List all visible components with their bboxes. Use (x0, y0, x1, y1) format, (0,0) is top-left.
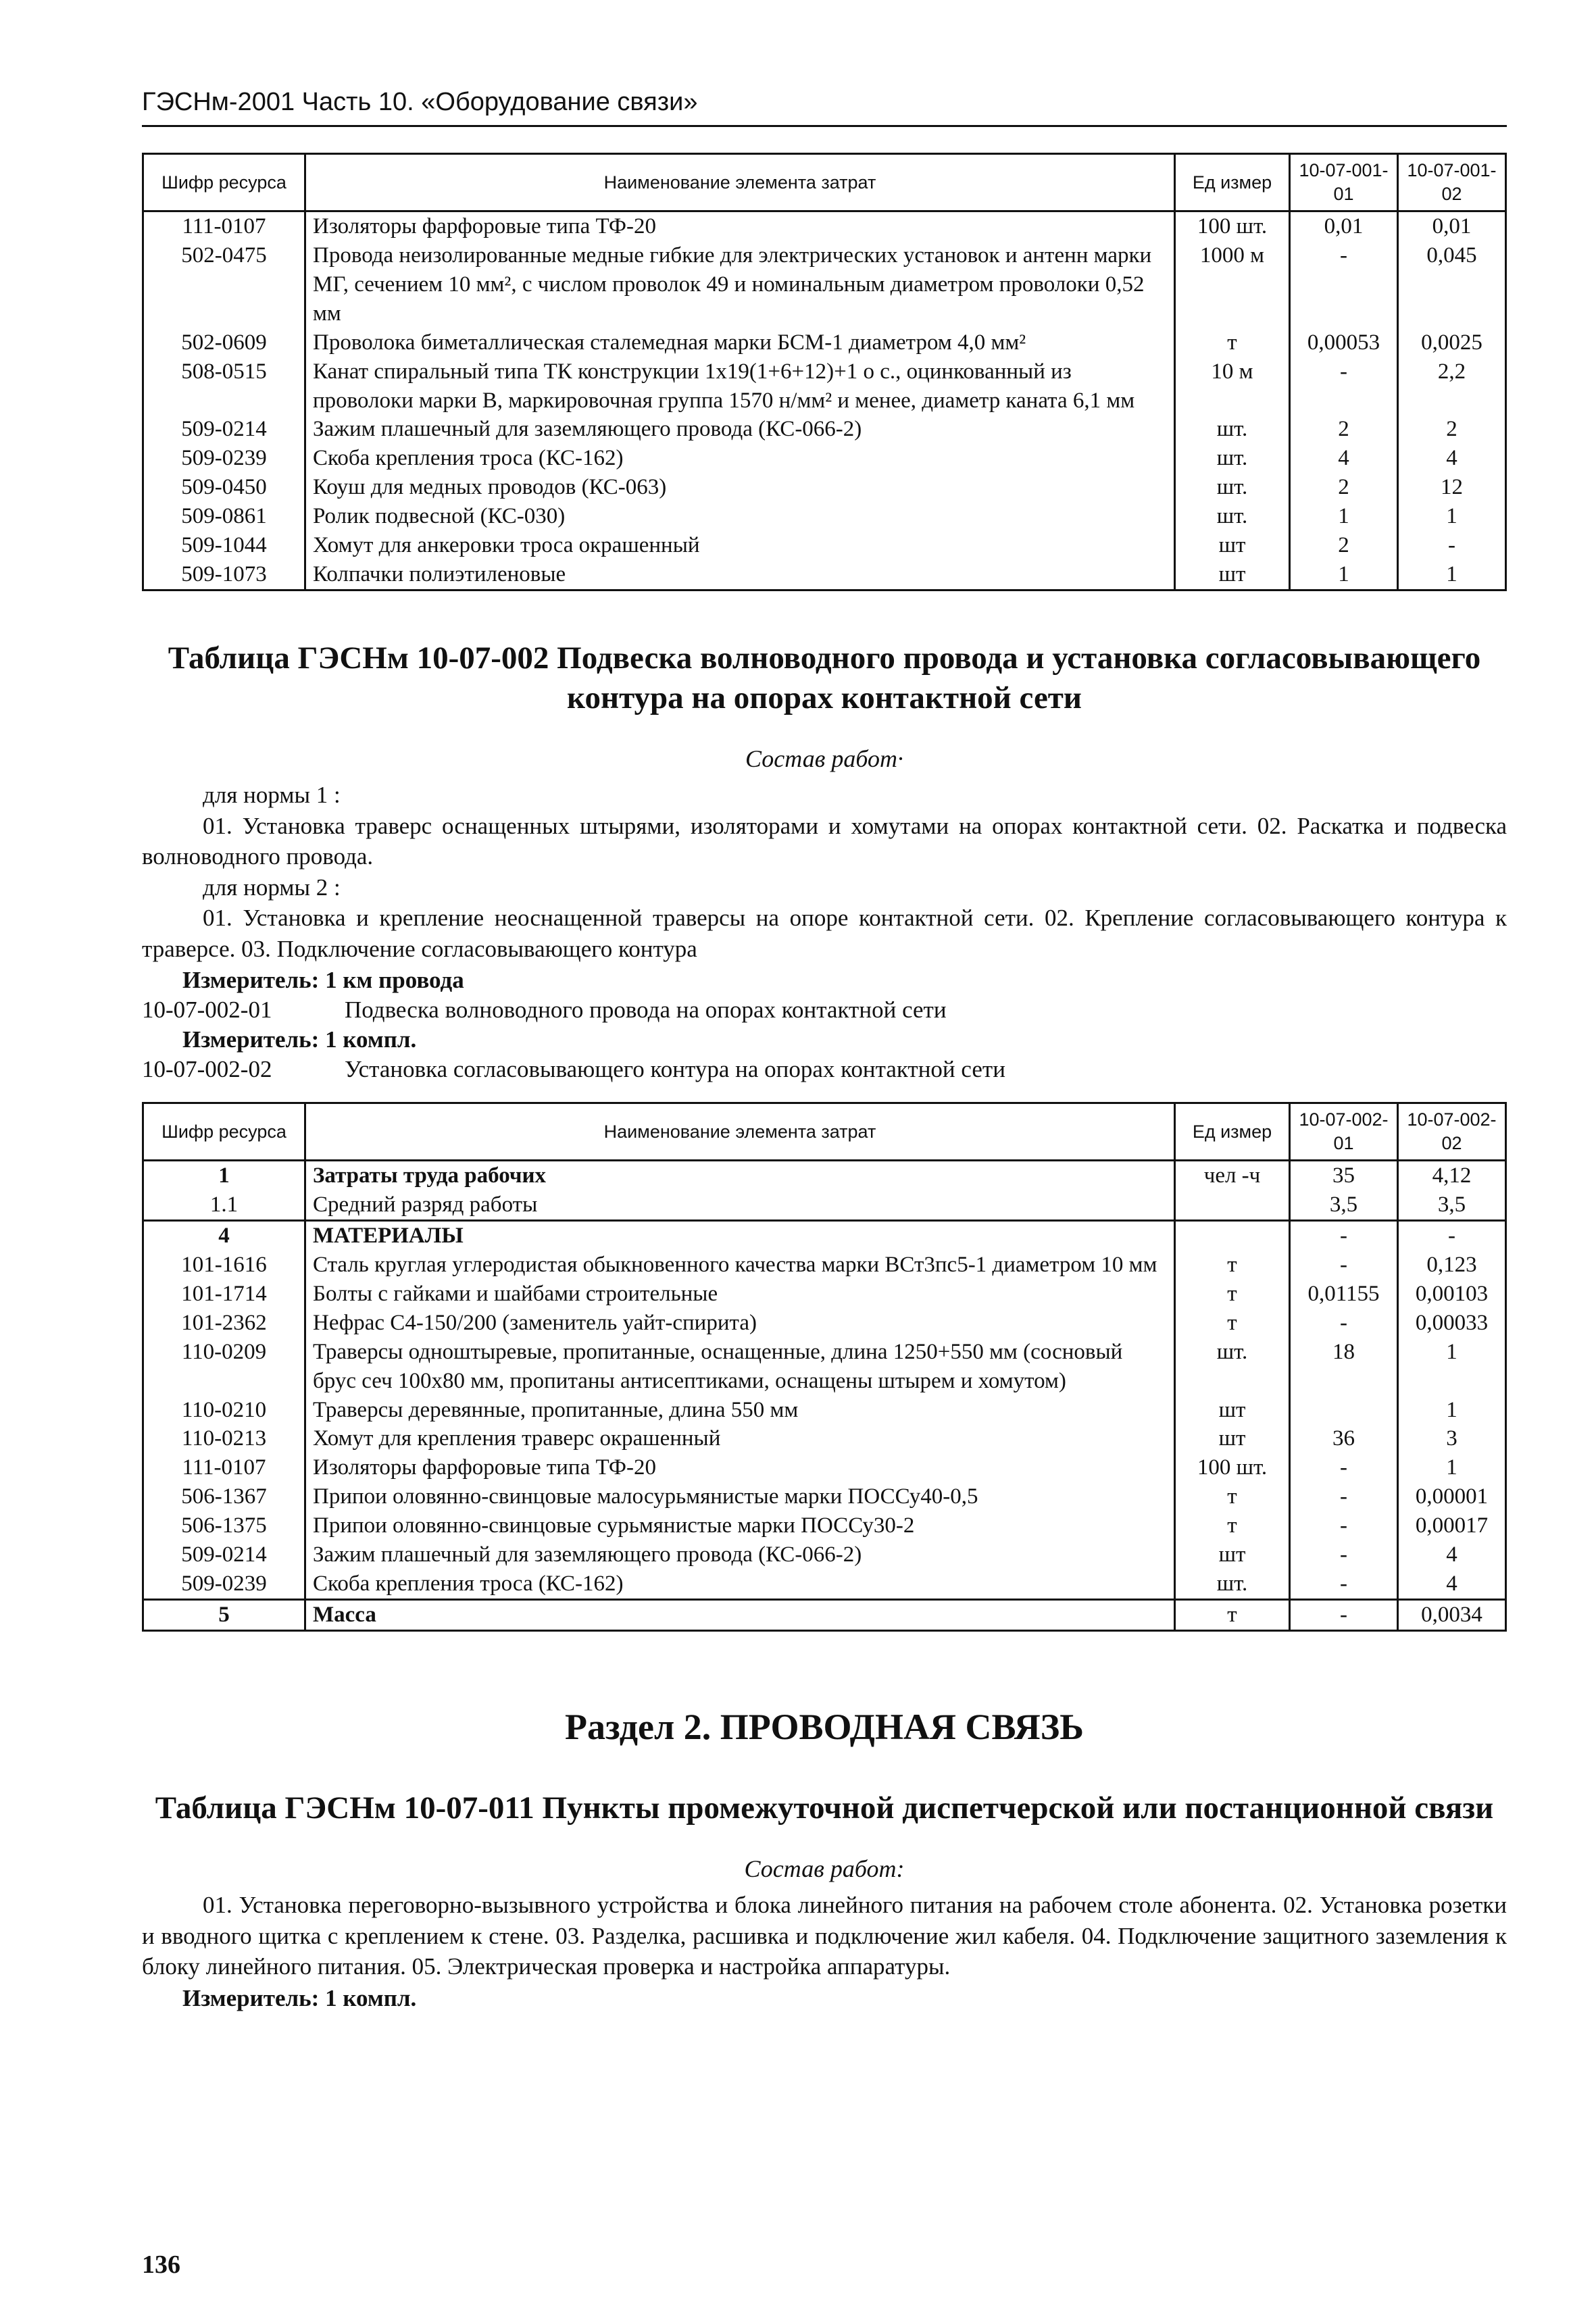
table-row (143, 1453, 1506, 1482)
cost-element-cell: Масса (305, 1599, 1175, 1630)
unit-cell: шт (1175, 531, 1290, 560)
unit-cell: т (1175, 1482, 1290, 1511)
norm1-value-cell: 36 (1290, 1424, 1398, 1453)
norm1-value-cell: 18 (1290, 1338, 1398, 1396)
unit-cell: т (1175, 1251, 1290, 1280)
norm1-value-cell: - (1290, 1251, 1398, 1280)
resource-code-cell: 101-1714 (143, 1280, 305, 1309)
cost-table-001 (142, 153, 1507, 591)
unit-cell: шт (1175, 560, 1290, 590)
table-row (143, 502, 1506, 531)
table-row (143, 357, 1506, 416)
unit-cell: т (1175, 1599, 1290, 1630)
unit-cell: шт. (1175, 502, 1290, 531)
table-title-011: Таблица ГЭСНм 10-07-011 Пункты промежуточной диспетчерской или постанционной связи (155, 1790, 1494, 1826)
column-header: Шифр ресурса (143, 154, 305, 211)
resource-code-cell: 509-0239 (143, 444, 305, 473)
table-row (143, 211, 1506, 241)
page-number: 136 (142, 2250, 180, 2279)
norm-code: 10-07-002-02 (142, 1056, 272, 1083)
unit-cell (1175, 1221, 1290, 1251)
cost-element-cell: Болты с гайками и шайбами строительные (305, 1280, 1175, 1309)
table-body (143, 211, 1506, 590)
norm1-text: 01. Установка траверс оснащенных штырями, изоляторами и хомутами на опорах контактной сети. 02. Раскатка и подвеска волноводного провода. (142, 812, 1507, 870)
unit-cell: шт. (1175, 1338, 1290, 1396)
cost-table-002 (142, 1102, 1507, 1631)
cost-element-cell: Скоба крепления троса (КС-162) (305, 1569, 1175, 1599)
resource-code-cell: 101-1616 (143, 1251, 305, 1280)
norm-row-1 (142, 997, 1507, 1024)
resource-code-cell: 111-0107 (143, 1453, 305, 1482)
norm1-value-cell: - (1290, 1221, 1398, 1251)
cost-element-cell: Сталь круглая углеродистая обыкновенного качества марки ВСт3пс5-1 диаметром 10 мм (305, 1251, 1175, 1280)
unit-cell: шт. (1175, 444, 1290, 473)
document-page (142, 88, 1507, 2015)
resource-code-cell: 111-0107 (143, 211, 305, 241)
cost-element-cell: Провода неизолированные медные гибкие для электрических установок и антенн марки МГ, сечением 10 мм², с числом проволок 49 и номинальным диаметром проволоки 0,52 мм (305, 241, 1175, 328)
table-title-002: Таблица ГЭСНм 10-07-002 Подвеска волноводного провода и установка согласовывающего контура на опорах контактной сети (168, 640, 1481, 715)
norm1-value-cell: - (1290, 241, 1398, 328)
norm1-value-cell: - (1290, 1599, 1398, 1630)
cost-element-cell: Траверсы одноштыревые, пропитанные, оснащенные, длина 1250+550 мм (сосновый брус сеч 100х80 мм, пропитаны антисептиками, оснащены штырем и хомутом) (305, 1338, 1175, 1396)
table-row (143, 1190, 1506, 1220)
unit-cell: шт. (1175, 415, 1290, 444)
table-row (143, 1251, 1506, 1280)
norm2-value-cell: 1 (1398, 502, 1506, 531)
norm2-value-cell: - (1398, 1221, 1506, 1251)
norm2-value-cell: 0,00103 (1398, 1280, 1506, 1309)
table-row (143, 415, 1506, 444)
running-header: ГЭСНм-2001 Часть 10. «Оборудование связи» (142, 88, 1507, 127)
norm2-value-cell: 0,00033 (1398, 1309, 1506, 1338)
resource-code-cell: 509-0239 (143, 1569, 305, 1599)
unit-cell: т (1175, 1511, 1290, 1540)
table-row (143, 444, 1506, 473)
norm-code: 10-07-002-01 (142, 997, 272, 1024)
unit-cell: шт. (1175, 473, 1290, 502)
cost-element-cell: Колпачки полиэтиленовые (305, 560, 1175, 590)
resource-code-cell: 110-0210 (143, 1396, 305, 1425)
unit-cell (1175, 1190, 1290, 1220)
norm1-value-cell (1290, 1396, 1398, 1425)
measure-unit: Измеритель: 1 компл. (182, 1984, 417, 2011)
unit-cell: шт (1175, 1540, 1290, 1569)
resource-code-cell: 502-0609 (143, 328, 305, 357)
table-row (143, 1569, 1506, 1599)
norm1-value-cell: - (1290, 1309, 1398, 1338)
table-row (143, 1221, 1506, 1251)
cost-element-cell: Канат спиральный типа ТК конструкции 1х19(1+6+12)+1 о с., оцинкованный из проволоки марки В, маркировочная группа 1570 н/мм² и менее, диаметр каната 6,1 мм (305, 357, 1175, 416)
unit-cell: 1000 м (1175, 241, 1290, 328)
norm2-value-cell: 4,12 (1398, 1161, 1506, 1190)
table-row (143, 531, 1506, 560)
column-header: 10-07-001-01 (1290, 154, 1398, 211)
cost-element-cell: Припои оловянно-свинцовые малосурьмянистые марки ПОССу40-0,5 (305, 1482, 1175, 1511)
norm2-value-cell: 1 (1398, 560, 1506, 590)
cost-element-cell: Ролик подвесной (КС-030) (305, 502, 1175, 531)
norm2-value-cell: 0,045 (1398, 241, 1506, 328)
measure-unit-1: Измеритель: 1 км провода (182, 967, 464, 994)
norm-row-2 (142, 1056, 1507, 1083)
resource-code-cell: 509-0214 (143, 415, 305, 444)
composition-text: 01. Установка переговорно-вызывного устройства и блока линейного питания на рабочем столе абонента. 02. Установка розетки и вводного щитка с креплением к стене. 03. Разделка, расшивка и подключение жил кабеля. 04. Подключение защитного заземления к блоку линейного питания. 05. Электрическая проверка и настройка аппаратуры. (142, 1892, 1507, 1980)
norm1-value-cell: - (1290, 357, 1398, 416)
table-row (143, 1540, 1506, 1569)
resource-code-cell: 4 (143, 1221, 305, 1251)
composition-heading: Состав работ· (745, 745, 903, 773)
resource-code-cell: 1 (143, 1161, 305, 1190)
resource-code-cell: 509-0861 (143, 502, 305, 531)
norm1-value-cell: - (1290, 1453, 1398, 1482)
table-row (143, 1396, 1506, 1425)
column-header: Наименование элемента затрат (305, 1103, 1175, 1161)
cost-element-cell: Припои оловянно-свинцовые сурьмянистые марки ПОССу30-2 (305, 1511, 1175, 1540)
unit-cell: т (1175, 328, 1290, 357)
table-row (143, 1424, 1506, 1453)
column-header: 10-07-001-02 (1398, 154, 1506, 211)
table-row (143, 560, 1506, 590)
norm1-value-cell: 4 (1290, 444, 1398, 473)
norm2-value-cell: 0,0025 (1398, 328, 1506, 357)
table-row (143, 328, 1506, 357)
cost-element-cell: Хомут для крепления траверс окрашенный (305, 1424, 1175, 1453)
unit-cell: чел -ч (1175, 1161, 1290, 1190)
cost-element-cell: Траверсы деревянные, пропитанные, длина 550 мм (305, 1396, 1175, 1425)
cost-element-cell: Средний разряд работы (305, 1190, 1175, 1220)
norm1-value-cell: 3,5 (1290, 1190, 1398, 1220)
cost-element-cell: Зажим плашечный для заземляющего провода (КС-066-2) (305, 415, 1175, 444)
norm1-label: для нормы 1 : (203, 782, 341, 809)
table-row (143, 1161, 1506, 1190)
cost-element-cell: Изоляторы фарфоровые типа ТФ-20 (305, 211, 1175, 241)
norm1-value-cell: - (1290, 1540, 1398, 1569)
resource-code-cell: 5 (143, 1599, 305, 1630)
cost-element-cell: Зажим плашечный для заземляющего провода (КС-066-2) (305, 1540, 1175, 1569)
norm1-value-cell: - (1290, 1511, 1398, 1540)
norm2-value-cell: 4 (1398, 1569, 1506, 1599)
cost-element-cell: МАТЕРИАЛЫ (305, 1221, 1175, 1251)
table-body (143, 1161, 1506, 1630)
resource-code-cell: 101-2362 (143, 1309, 305, 1338)
norm2-value-cell: 1 (1398, 1396, 1506, 1425)
norm2-value-cell: 0,123 (1398, 1251, 1506, 1280)
unit-cell: т (1175, 1309, 1290, 1338)
norm2-value-cell: 4 (1398, 1540, 1506, 1569)
column-header: Шифр ресурса (143, 1103, 305, 1161)
table-header-row (143, 1103, 1506, 1161)
norm1-value-cell: - (1290, 1569, 1398, 1599)
resource-code-cell: 110-0209 (143, 1338, 305, 1396)
norm2-value-cell: 0,00017 (1398, 1511, 1506, 1540)
section-title: Раздел 2. ПРОВОДНАЯ СВЯЗЬ (565, 1706, 1084, 1747)
norm2-value-cell: - (1398, 531, 1506, 560)
norm2-value-cell: 0,0034 (1398, 1599, 1506, 1630)
cost-element-cell: Затраты труда рабочих (305, 1161, 1175, 1190)
norm2-value-cell: 0,00001 (1398, 1482, 1506, 1511)
norm1-value-cell: 1 (1290, 502, 1398, 531)
unit-cell: 100 шт. (1175, 211, 1290, 241)
table-row (143, 1309, 1506, 1338)
norm1-value-cell: 1 (1290, 560, 1398, 590)
norm1-value-cell: 2 (1290, 531, 1398, 560)
resource-code-cell: 509-1044 (143, 531, 305, 560)
table-row (143, 1599, 1506, 1630)
resource-code-cell: 110-0213 (143, 1424, 305, 1453)
norm2-text: 01. Установка и крепление неоснащенной траверсы на опоре контактной сети. 02. Крепление согласовывающего контура к траверсе. 03. Подключение согласовывающего контура (142, 905, 1507, 962)
table-row (143, 241, 1506, 328)
norm1-value-cell: - (1290, 1482, 1398, 1511)
unit-cell: шт. (1175, 1569, 1290, 1599)
table-row (143, 473, 1506, 502)
norm2-value-cell: 12 (1398, 473, 1506, 502)
resource-code-cell: 506-1375 (143, 1511, 305, 1540)
norm2-value-cell: 2 (1398, 415, 1506, 444)
norm1-value-cell: 2 (1290, 415, 1398, 444)
table-row (143, 1338, 1506, 1396)
table-row (143, 1280, 1506, 1309)
norm1-value-cell: 35 (1290, 1161, 1398, 1190)
cost-element-cell: Изоляторы фарфоровые типа ТФ-20 (305, 1453, 1175, 1482)
table-row (143, 1482, 1506, 1511)
norm1-value-cell: 2 (1290, 473, 1398, 502)
norm2-value-cell: 4 (1398, 444, 1506, 473)
unit-cell: шт (1175, 1424, 1290, 1453)
measure-unit-2: Измеритель: 1 компл. (182, 1026, 417, 1053)
norm2-value-cell: 3,5 (1398, 1190, 1506, 1220)
column-header: Ед измер (1175, 1103, 1290, 1161)
resource-code-cell: 1.1 (143, 1190, 305, 1220)
resource-code-cell: 502-0475 (143, 241, 305, 328)
norm2-value-cell: 1 (1398, 1338, 1506, 1396)
table-row (143, 1511, 1506, 1540)
cost-element-cell: Хомут для анкеровки троса окрашенный (305, 531, 1175, 560)
composition-heading: Состав работ: (744, 1855, 905, 1883)
norm1-value-cell: 0,01 (1290, 211, 1398, 241)
unit-cell: 100 шт. (1175, 1453, 1290, 1482)
column-header: 10-07-002-01 (1290, 1103, 1398, 1161)
norm2-value-cell: 1 (1398, 1453, 1506, 1482)
norm-name: Установка согласовывающего контура на опорах контактной сети (345, 1056, 1005, 1083)
resource-code-cell: 509-0214 (143, 1540, 305, 1569)
column-header: Наименование элемента затрат (305, 154, 1175, 211)
unit-cell: 10 м (1175, 357, 1290, 416)
resource-code-cell: 508-0515 (143, 357, 305, 416)
norm-name: Подвеска волноводного провода на опорах контактной сети (345, 997, 947, 1024)
norm1-value-cell: 0,01155 (1290, 1280, 1398, 1309)
resource-code-cell: 506-1367 (143, 1482, 305, 1511)
cost-element-cell: Проволока биметаллическая сталемедная марки БСМ-1 диаметром 4,0 мм² (305, 328, 1175, 357)
norm2-value-cell: 3 (1398, 1424, 1506, 1453)
norm2-value-cell: 0,01 (1398, 211, 1506, 241)
unit-cell: шт (1175, 1396, 1290, 1425)
cost-element-cell: Коуш для медных проводов (КС-063) (305, 473, 1175, 502)
column-header: Ед измер (1175, 154, 1290, 211)
cost-element-cell: Нефрас С4-150/200 (заменитель уайт-спирита) (305, 1309, 1175, 1338)
norm2-value-cell: 2,2 (1398, 357, 1506, 416)
resource-code-cell: 509-1073 (143, 560, 305, 590)
unit-cell: т (1175, 1280, 1290, 1309)
column-header: 10-07-002-02 (1398, 1103, 1506, 1161)
cost-element-cell: Скоба крепления троса (КС-162) (305, 444, 1175, 473)
norm2-label: для нормы 2 : (203, 874, 341, 901)
norm1-value-cell: 0,00053 (1290, 328, 1398, 357)
table-header-row (143, 154, 1506, 211)
resource-code-cell: 509-0450 (143, 473, 305, 502)
